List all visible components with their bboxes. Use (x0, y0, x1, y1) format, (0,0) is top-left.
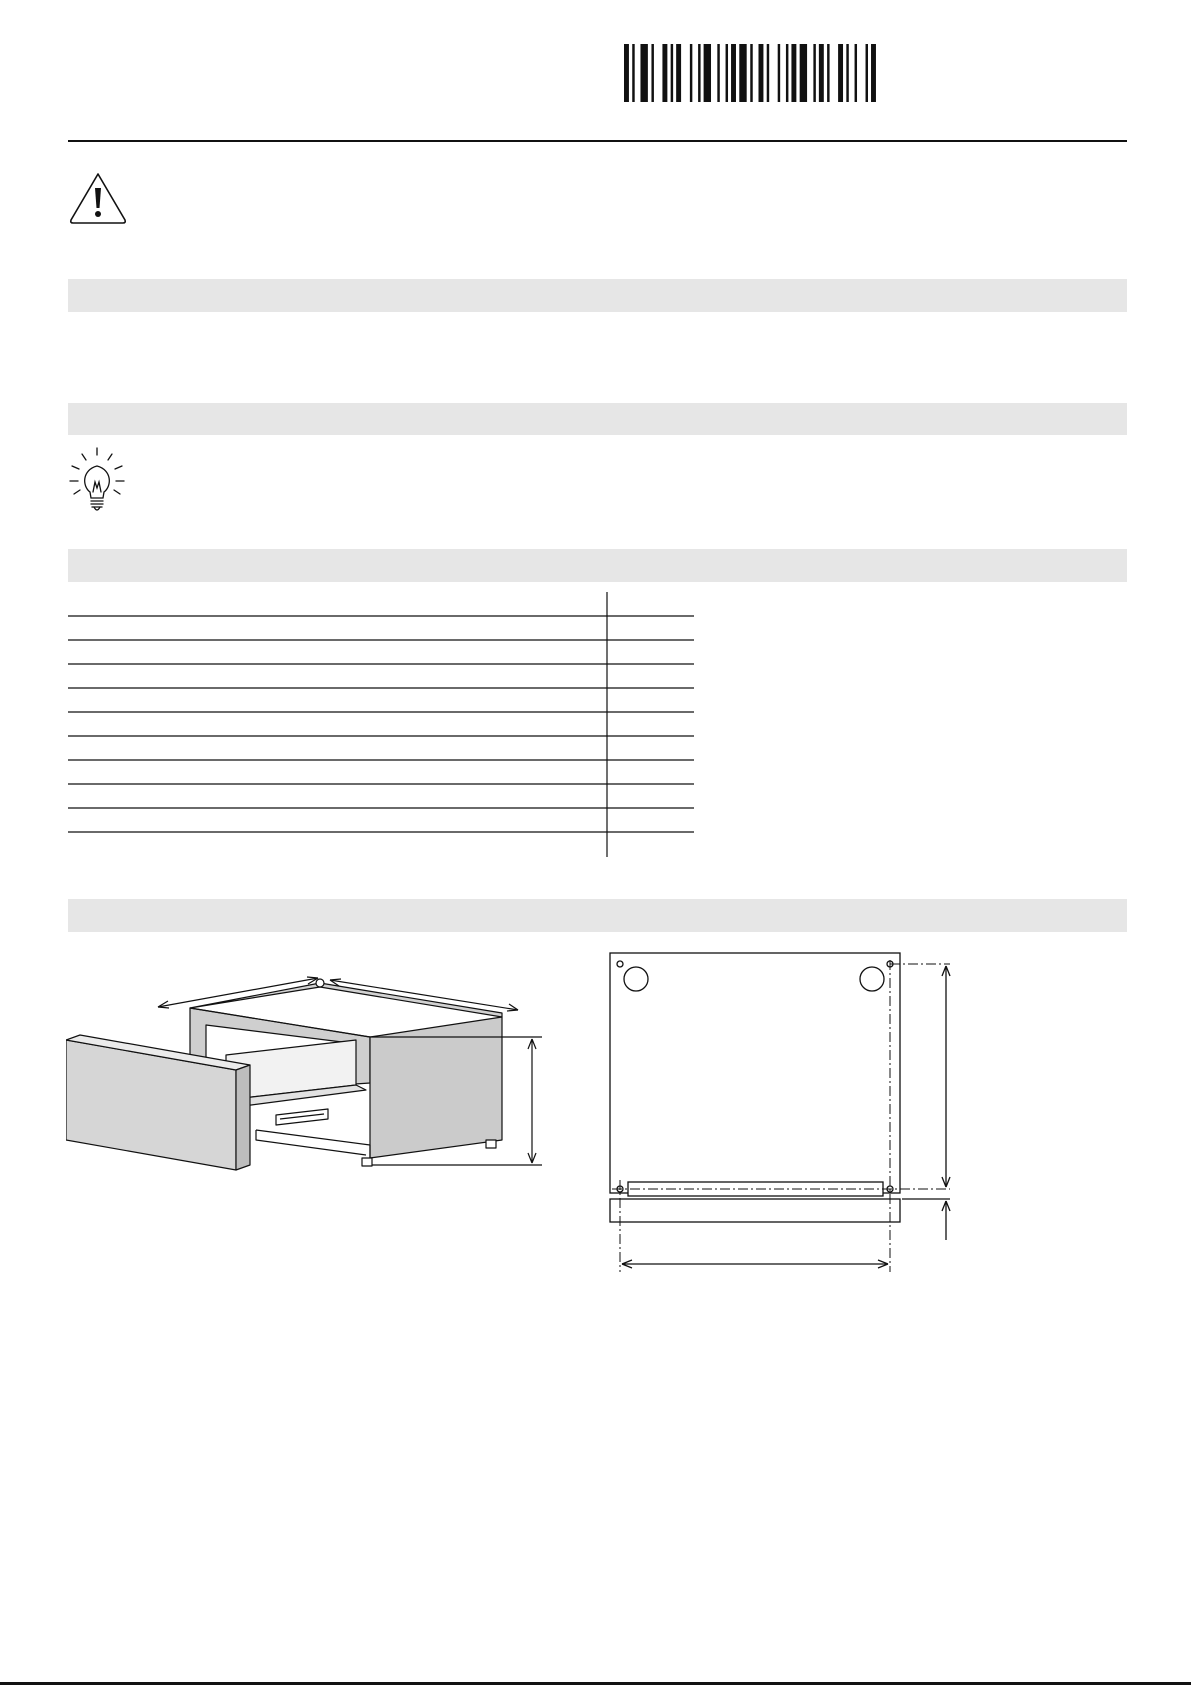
specification-table (68, 592, 694, 857)
barcode-bar (717, 44, 719, 102)
barcode-bar (651, 44, 653, 102)
barcode-bar (731, 44, 736, 102)
barcode-bar (698, 44, 700, 102)
barcode-bar (838, 44, 843, 102)
barcode-bar (640, 44, 647, 102)
barcode-bar (632, 44, 634, 102)
barcode-bar (704, 44, 711, 102)
barcode-bar (813, 44, 815, 102)
barcode-bar (662, 44, 667, 102)
barcode-bar (750, 44, 752, 102)
barcode-bar (819, 44, 824, 102)
section-bar-1 (68, 279, 1127, 312)
barcode-bar (671, 44, 673, 102)
section-bar-3 (68, 549, 1127, 582)
header-rule (68, 140, 1127, 142)
barcode-bar (676, 44, 681, 102)
barcode-bar (739, 44, 746, 102)
barcode-bar (767, 44, 769, 102)
barcode-bar (855, 44, 857, 102)
barcode-bar (791, 44, 796, 102)
section-bar-4 (68, 899, 1127, 932)
drawer-pedestal-perspective-drawing (66, 955, 556, 1195)
section-bar-2 (68, 403, 1127, 435)
barcode-bar (846, 44, 848, 102)
barcode (624, 44, 882, 102)
warning-triangle-icon (68, 170, 128, 226)
barcode-bar (726, 44, 728, 102)
barcode-bar (624, 44, 629, 102)
barcode-bar (866, 44, 868, 102)
barcode-bar (690, 44, 692, 102)
barcode-bar (778, 44, 780, 102)
lightbulb-icon (68, 446, 126, 514)
barcode-bar (827, 44, 829, 102)
barcode-bar (800, 44, 807, 102)
barcode-bar (758, 44, 763, 102)
barcode-bar (871, 44, 876, 102)
pedestal-top-view-dimension-drawing (600, 950, 960, 1275)
barcode-bar (786, 44, 788, 102)
